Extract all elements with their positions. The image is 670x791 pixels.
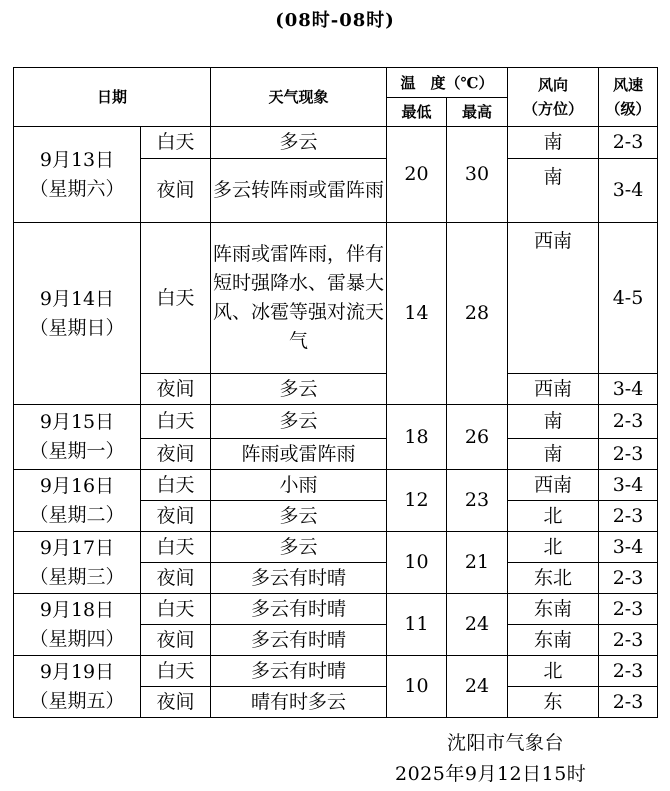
table-row [14,656,658,687]
weather-cell: 多云 [211,374,387,405]
date-cell [14,470,141,532]
period-label: 白天 [141,594,211,625]
wind-direction-cell: 东南 [508,625,599,656]
weekday-label: （星期四） [29,627,125,650]
temp-min-cell: 18 [387,405,447,470]
weather-cell: 小雨 [211,470,387,501]
temp-max-cell: 30 [447,127,508,223]
period-label: 白天 [141,405,211,439]
weekday-label: （星期五） [29,689,125,712]
temp-max-cell: 24 [447,656,508,718]
header-wind-speed [599,68,658,127]
period-label: 白天 [141,532,211,563]
date-cell [14,223,141,405]
weather-cell: 多云有时晴 [211,625,387,656]
date-label: 9月16日 [39,474,115,497]
period-label: 白天 [141,656,211,687]
date-cell [14,405,141,470]
wind-speed-cell: 2-3 [599,501,658,532]
weather-cell: 多云有时晴 [211,563,387,594]
header-wind-speed-line2: （级） [605,100,651,118]
header-date: 日期 [14,68,211,127]
wind-speed-cell: 2-3 [599,625,658,656]
temp-max-cell: 28 [447,223,508,405]
header-temp: 温 度（℃） [387,68,508,98]
wind-direction-cell: 北 [508,501,599,532]
period-label: 夜间 [141,687,211,718]
date-cell [14,127,141,223]
weekday-label: （星期三） [29,565,125,588]
date-label: 9月18日 [39,598,115,621]
weather-cell: 阵雨或雷阵雨，伴有短时强降水、雷暴大风、冰雹等强对流天气 [211,223,387,374]
wind-direction-cell: 东南 [508,594,599,625]
header-wind-direction-line2: （方位） [523,100,584,118]
weekday-label: （星期六） [29,177,125,200]
date-label: 9月13日 [39,148,115,171]
issue-timestamp: 2025年9月12日15时 [395,763,587,785]
temp-max-cell: 21 [447,532,508,594]
table-row [14,405,658,439]
wind-speed-cell: 2-3 [599,687,658,718]
wind-speed-cell: 3-4 [599,532,658,563]
table-row [14,594,658,625]
weather-cell: 多云有时晴 [211,656,387,687]
temp-min-cell: 11 [387,594,447,656]
temp-max-cell: 24 [447,594,508,656]
header-temp-max: 最高 [447,98,508,127]
wind-direction-cell: 南 [508,159,599,223]
wind-speed-cell: 3-4 [599,470,658,501]
temp-min-cell: 12 [387,470,447,532]
wind-direction-cell: 南 [508,439,599,470]
period-label: 夜间 [141,374,211,405]
period-label: 白天 [141,470,211,501]
table-header-row [14,68,658,98]
temp-min-cell: 14 [387,223,447,405]
wind-speed-cell: 4-5 [599,223,658,374]
wind-speed-cell: 3-4 [599,159,658,223]
page-title: (08时-08时) [275,10,395,31]
period-label: 白天 [141,127,211,159]
table-row [14,127,658,159]
period-label: 夜间 [141,563,211,594]
table-row [14,532,658,563]
temp-max-cell: 23 [447,470,508,532]
weather-cell: 多云 [211,405,387,439]
period-label: 夜间 [141,159,211,223]
date-label: 9月19日 [39,660,115,683]
weather-cell: 晴有时多云 [211,687,387,718]
weekday-label: （星期日） [29,316,125,339]
issuer-name: 沈阳市气象台 [447,732,565,754]
period-label: 夜间 [141,439,211,470]
period-label: 夜间 [141,501,211,532]
wind-speed-cell: 2-3 [599,127,658,159]
weather-cell: 多云 [211,501,387,532]
date-cell [14,532,141,594]
wind-direction-cell: 北 [508,656,599,687]
temp-min-cell: 20 [387,127,447,223]
wind-speed-cell: 3-4 [599,374,658,405]
wind-direction-cell: 西南 [508,223,599,374]
weekday-label: （星期一） [29,440,125,462]
header-wind-direction-line1: 风向 [538,76,569,94]
wind-direction-cell: 西南 [508,470,599,501]
period-label: 夜间 [141,625,211,656]
wind-speed-cell: 2-3 [599,439,658,470]
wind-direction-cell: 南 [508,127,599,159]
wind-direction-cell: 南 [508,405,599,439]
weekday-label: （星期二） [29,503,125,526]
wind-direction-cell: 北 [508,532,599,563]
table-row [14,223,658,374]
temp-min-cell: 10 [387,656,447,718]
date-label: 9月15日 [39,411,115,433]
date-cell [14,594,141,656]
wind-speed-cell: 2-3 [599,405,658,439]
wind-direction-cell: 西南 [508,374,599,405]
period-label: 白天 [141,223,211,374]
table-row [14,470,658,501]
wind-speed-cell: 2-3 [599,594,658,625]
forecast-table [13,67,658,718]
wind-direction-cell: 东 [508,687,599,718]
weather-cell: 多云有时晴 [211,594,387,625]
wind-direction-cell: 东北 [508,563,599,594]
weather-cell: 多云转阵雨或雷阵雨 [211,159,387,223]
header-wind-direction [508,68,599,127]
weather-cell: 多云 [211,127,387,159]
date-cell [14,656,141,718]
date-label: 9月17日 [39,536,115,559]
header-wind-speed-line1: 风速 [613,76,644,94]
header-temp-min: 最低 [387,98,447,127]
header-weather: 天气现象 [211,68,387,127]
wind-speed-cell: 2-3 [599,656,658,687]
wind-speed-cell: 2-3 [599,563,658,594]
weather-cell: 阵雨或雷阵雨 [211,439,387,470]
temp-max-cell: 26 [447,405,508,470]
weather-cell: 多云 [211,532,387,563]
date-label: 9月14日 [39,287,115,310]
temp-min-cell: 10 [387,532,447,594]
